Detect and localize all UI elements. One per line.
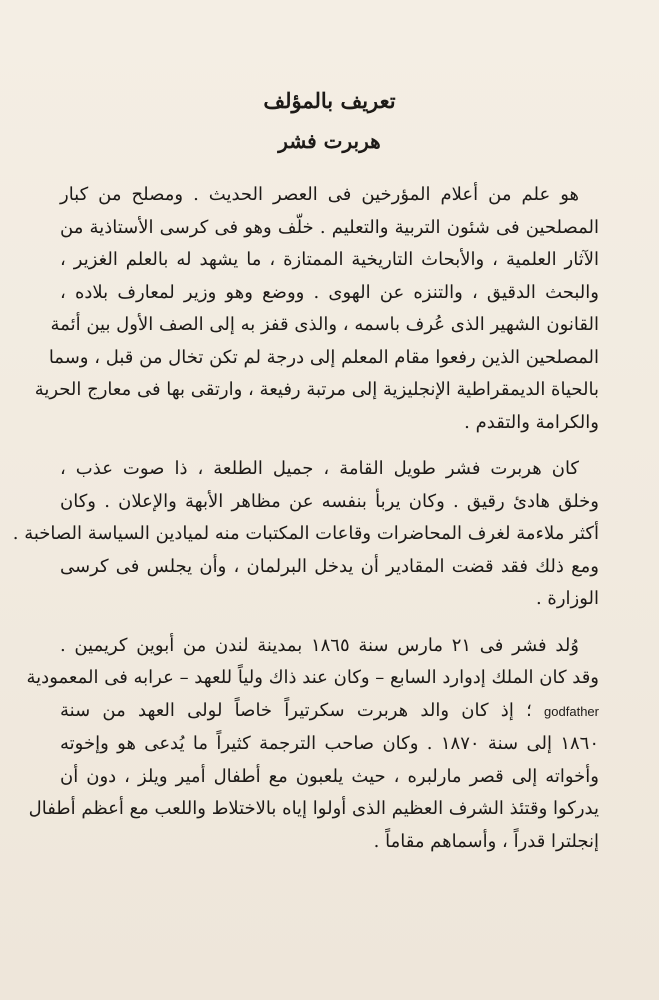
paragraph-3-line-2: وقد كان الملك إدوارد السابع – وكان عند ذاك ولياً للعهد – عرابه فى المعمودية [26,667,599,689]
paragraph-3-line-3-text: ؛ إذ كان والد هربرت سكرتيراً خاصاً لولى العهد من سنة [60,699,532,721]
paragraph-1-line-2: المصلحين فى شئون التربية والتعليم . خلّف وهو فى كرسى الأستاذية من [60,216,599,238]
author-name: هربرت فشر [278,129,381,154]
paragraph-1-line-4: والبحث الدقيق ، والتنزه عن الهوى . ووضع وهو وزير لمعارف بلاده ، [60,281,599,303]
paragraph-3-line-7: إنجلترا قدراً ، وأسماهم مقاماً . [373,830,599,852]
paragraph-3-line-4: ١٨٦٠ إلى سنة ١٨٧٠ . وكان صاحب الترجمة كثيراً ما يُدعى هو وإخوته [60,733,599,755]
paragraph-1-line-5: القانون الشهير الذى عُرف باسمه ، والذى قفز به إلى الصف الأول بين أئمة [50,314,599,336]
paragraph-3-line-1: وُلد فشر فى ٢١ مارس سنة ١٨٦٥ بمدينة لندن من أبوين كريمين . [60,634,579,656]
paragraph-3-line-3 [60,695,599,729]
paragraph-3-line-5: وأخواته إلى قصر مارلبره ، حيث يلعبون مع أطفال أمير ويلز ، دون أن [60,765,599,787]
paragraph-2-line-3: أكثر ملاءمة لغرف المحاضرات وقاعات المكتبات منه لميادين السياسة الصاخبة . [12,523,599,545]
paragraph-3 [26,630,599,859]
paragraph-2-line-5: الوزارة . [535,588,599,610]
paragraph-1-line-7: بالحياة الديمقراطية الإنجليزية إلى مرتبة رفيعة ، وارتقى بها فى معارج الحرية [34,379,599,401]
paragraph-1-line-8: والكرامة والتقدم . [464,411,599,433]
paragraph-2-line-2: وخلق هادئ رقيق . وكان يربأ بنفسه عن مظاهر الأبهة والإعلان . وكان [60,490,599,512]
paragraph-2 [12,453,599,616]
page-title: تعريف بالمؤلف [263,88,396,113]
paragraph-3-line-6: يدركوا وقتئذ الشرف العظيم الذى أولوا إياه بالاختلاط واللعب مع أعظم أطفال [28,798,599,820]
paragraph-1 [34,179,599,439]
paragraph-1-line-1: هو علم من أعلام المؤرخين فى العصر الحديث . ومصلح من كبار [60,184,579,206]
paragraph-1-line-6: المصلحين الذين رفعوا مقام المعلم إلى درجة لم تكن تخال من قبل ، وسما [48,346,599,368]
paragraph-1-line-3: الآثار العلمية ، والأبحاث التاريخية الممتازة ، ما يشهد له بالعلم الغزير ، [60,249,599,271]
paragraph-2-line-4: ومع ذلك فقد قضت المقادير أن يدخل البرلمان ، وأن يجلس فى كرسى [60,555,599,577]
paragraph-2-line-1: كان هربرت فشر طويل القامة ، جميل الطلعة ، ذا صوت عذب ، [60,458,579,480]
inline-latin-word: godfather [544,703,599,719]
